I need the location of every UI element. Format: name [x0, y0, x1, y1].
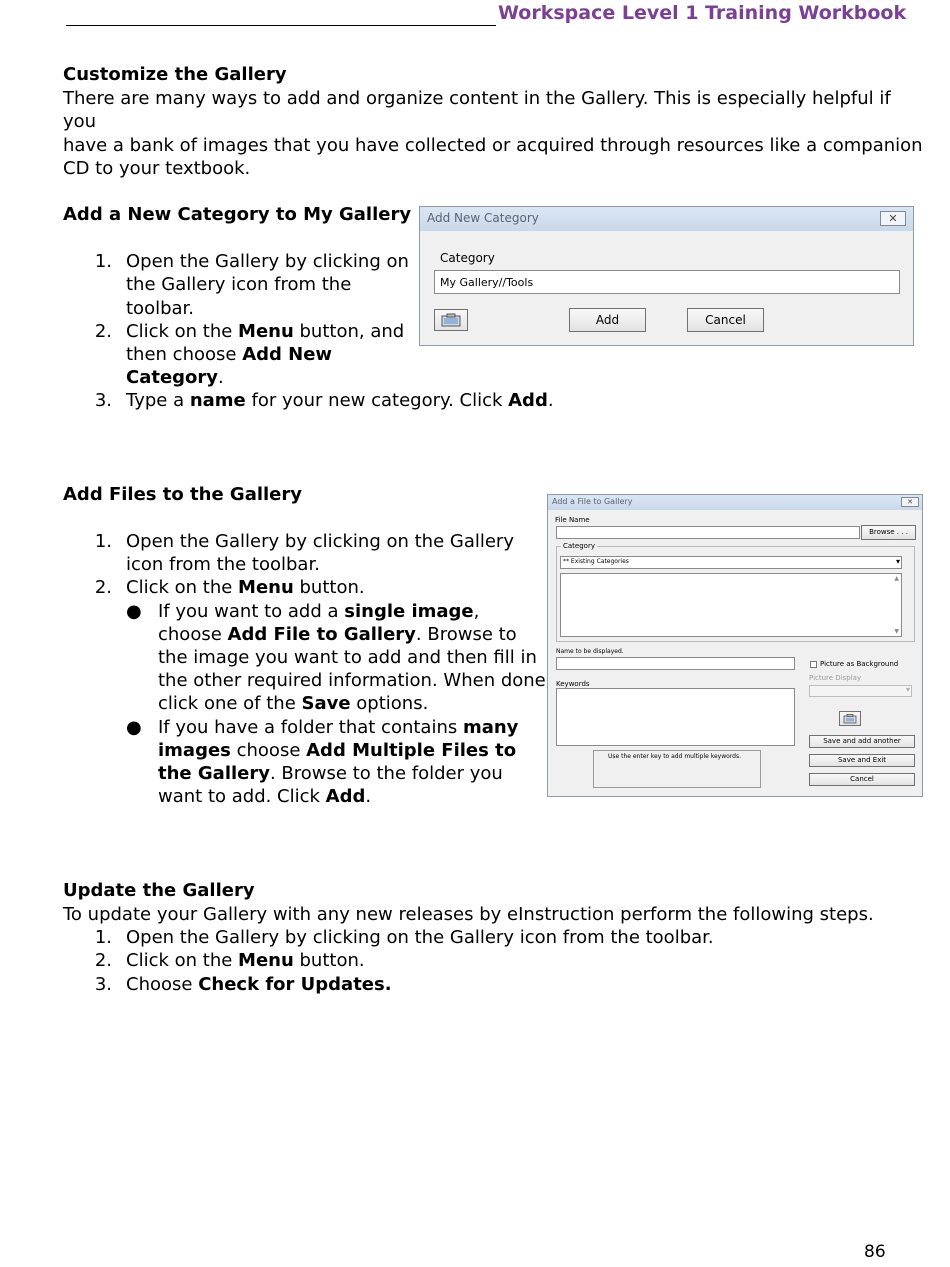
update-intro: To update your Gallery with any new releases by eInstruction perform the following steps. [63, 904, 874, 925]
scroll-up-icon[interactable]: ▲ [894, 575, 899, 582]
name-input[interactable] [556, 657, 795, 670]
picture-icon[interactable] [434, 309, 468, 331]
step-line: the Gallery icon from the [126, 274, 352, 295]
keywords-label: Keywords [556, 680, 590, 688]
add-button[interactable]: Add [569, 308, 646, 332]
step-line: Click on the Menu button, and [126, 321, 405, 342]
file-name-input[interactable] [556, 526, 860, 539]
dialog-title: Add New Category [427, 211, 539, 225]
step-number: 3. [94, 390, 112, 411]
step-line: Choose Check for Updates. [126, 974, 392, 995]
step-number: 1. [94, 927, 112, 948]
header-title: Workspace Level 1 Training Workbook [498, 2, 907, 24]
step-line: icon from the toolbar. [126, 554, 320, 575]
step-line: Click on the Menu button. [126, 577, 365, 598]
bullet-line: images choose Add Multiple Files to [158, 740, 517, 761]
paragraph-line: have a bank of images that you have collected or acquired through resources like a companion [63, 134, 923, 156]
category-input[interactable] [434, 270, 900, 294]
add-file-dialog [547, 494, 923, 797]
file-name-label: File Name [555, 516, 590, 524]
customize-paragraph [63, 87, 923, 180]
add-new-category-dialog [419, 206, 914, 346]
picture-display-label: Picture Display [809, 674, 862, 682]
step-line: then choose Add New [126, 344, 333, 365]
category-group-label: Category [563, 542, 595, 550]
chevron-down-icon: ▾ [905, 685, 910, 694]
section-heading-update: Update the Gallery [63, 880, 255, 901]
save-and-exit-button[interactable]: Save and Exit [809, 754, 915, 767]
keywords-input[interactable] [556, 688, 795, 746]
step-line: toolbar. [126, 298, 195, 319]
step-number: 1. [94, 531, 112, 552]
cancel-button[interactable]: Cancel [809, 773, 915, 786]
section-heading-add-category: Add a New Category to My Gallery [63, 204, 412, 225]
browse-button[interactable]: Browse . . . [861, 525, 916, 540]
bullet-line: the image you want to add and then fill in [158, 647, 537, 668]
picture-as-background-checkbox[interactable] [810, 661, 817, 668]
category-select[interactable] [560, 556, 902, 569]
step-line: Open the Gallery by clicking on the Gallery [126, 531, 514, 552]
step-line: Category. [126, 367, 224, 388]
picture-display-select[interactable] [809, 685, 912, 697]
bullet-icon: ● [126, 601, 142, 622]
bullet-line: click one of the Save options. [158, 693, 429, 714]
close-icon[interactable]: ✕ [880, 211, 906, 226]
step-number: 1. [94, 251, 112, 272]
bullet-line: choose Add File to Gallery. Browse to [158, 624, 517, 645]
section-heading-customize: Customize the Gallery [63, 64, 287, 85]
paragraph-line: CD to your textbook. [63, 157, 251, 179]
step-number: 3. [94, 974, 112, 995]
bullet-line: the Gallery. Browse to the folder you [158, 763, 503, 784]
section-heading-add-files: Add Files to the Gallery [63, 484, 303, 505]
close-icon[interactable]: ✕ [901, 497, 919, 507]
step-line: Open the Gallery by clicking on the Gallery icon from the toolbar. [126, 927, 714, 948]
dialog-titlebar [548, 495, 922, 510]
category-select-value: ** Existing Categories [563, 558, 629, 565]
bullet-icon: ● [126, 717, 142, 738]
category-list[interactable] [560, 573, 902, 637]
dialog-title: Add a File to Gallery [552, 497, 633, 506]
step-number: 2. [94, 950, 112, 971]
save-and-add-another-button[interactable]: Save and add another [809, 735, 915, 748]
picture-as-background-label: Picture as Background [820, 660, 899, 668]
bullet-line: If you have a folder that contains many [158, 717, 519, 738]
step-line: Click on the Menu button. [126, 950, 365, 971]
page-number: 86 [864, 1242, 886, 1262]
category-label: Category [440, 251, 495, 265]
header-rule [66, 25, 496, 26]
keywords-hint: Use the enter key to add multiple keywords. [608, 753, 742, 760]
step-number: 2. [94, 321, 112, 342]
bullet-line: the other required information. When done [158, 670, 546, 691]
scroll-down-icon[interactable]: ▼ [894, 628, 899, 635]
picture-icon[interactable] [839, 711, 861, 726]
paragraph-line: There are many ways to add and organize content in the Gallery. This is especially helpful if you [63, 88, 891, 133]
name-label: Name to be displayed. [556, 648, 624, 655]
step-number: 2. [94, 577, 112, 598]
step-line: Open the Gallery by clicking on [126, 251, 409, 272]
dialog-titlebar [420, 207, 913, 231]
chevron-down-icon: ▾ [895, 557, 900, 566]
bullet-line: If you want to add a single image, [158, 601, 480, 622]
bullet-line: want to add. Click Add. [158, 786, 372, 807]
step-line: Type a name for your new category. Click Add. [126, 390, 554, 411]
keywords-hint-box [593, 750, 761, 788]
cancel-button[interactable]: Cancel [687, 308, 764, 332]
